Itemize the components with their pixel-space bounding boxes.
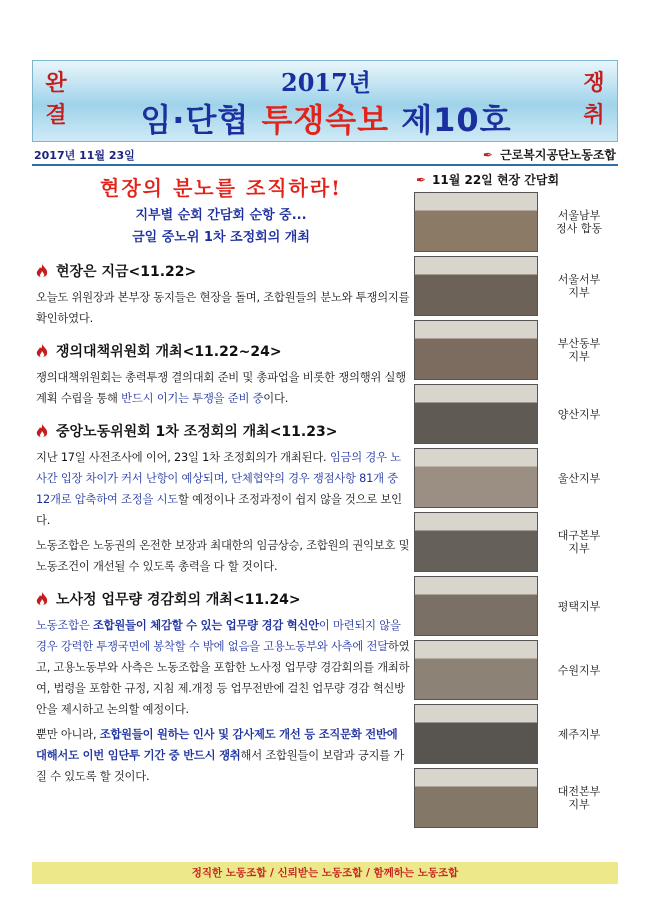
meeting-photo — [414, 384, 538, 444]
text-run: 할 예정이나 조정과정이 쉽지 않을 것으로 보인다. — [36, 493, 402, 527]
pen-icon: ✒ — [482, 148, 493, 162]
photo-label: 서울남부 정사 합동 — [555, 209, 602, 235]
headline: 현장의 분노를 조직하라! — [100, 176, 342, 200]
photo-label: 대전본부 지부 — [557, 785, 601, 811]
side-char: 쟁 — [583, 70, 605, 96]
text-run: 조합원들이 원하는 인사 및 감사제도 개선 등 조직문화 전반에 대해서도 이번 임단투 기간 중 반드시 쟁취 — [36, 728, 398, 762]
article-section — [32, 341, 410, 409]
banner-title — [33, 95, 619, 141]
photo-row — [414, 768, 618, 830]
paragraph — [32, 367, 410, 409]
section-title-text: 노사정 업무량 경감회의 개최<11.24> — [56, 592, 301, 608]
paragraph — [32, 724, 410, 787]
photo-list — [414, 192, 618, 830]
issue-date: 2017년 11월 23일 — [34, 149, 135, 162]
text-run: 반드시 이기는 투쟁을 준비 중 — [121, 392, 264, 405]
meeting-photo — [414, 576, 538, 636]
subhead-line: 금일 중노위 1차 조정회의 개최 — [132, 230, 310, 245]
side-char: 완 — [45, 70, 67, 96]
side-slogan-right — [577, 67, 611, 131]
header-banner — [32, 60, 618, 142]
section-title-text: 중앙노동위원회 1차 조정회의 개최<11.23> — [56, 424, 338, 440]
photo-label: 울산지부 — [557, 471, 601, 485]
text-run: 해서 조합원들이 보람과 긍지를 가질 수 있도록 할 것이다. — [36, 749, 405, 783]
main-column — [32, 172, 410, 787]
text-run: 뿐만 아니라, — [36, 728, 100, 741]
paragraph — [32, 287, 410, 329]
text-run: 노동조합은 노동권의 온전한 보장과 최대한의 임금상승, 조합원의 권익보호 및 노동조건이 개선될 수 있도록 총력을 다 할 것이다. — [36, 539, 410, 573]
photo-label: 제주지부 — [557, 727, 601, 741]
meeting-photo — [414, 192, 538, 252]
text-run: 오늘도 위원장과 본부장 동지들은 현장을 돌며, 조합원들의 분노와 투쟁의지를 확인하였다. — [36, 291, 410, 325]
flame-icon — [34, 591, 50, 607]
dateline — [32, 144, 618, 166]
flame-icon — [34, 263, 50, 279]
text-run: 노동조합은 — [36, 619, 93, 632]
title-part-a: 임·단협 — [140, 101, 250, 139]
title-part-c: 제10호 — [401, 101, 512, 139]
text-run: 하였고, 고용노동부와 사측은 노동조합을 포함한 노사정 업무량 경감회의를 개최하여, 법령을 포함한 규정, 지침 제.개정 등 업무전반에 걸친 업무량 경감 혁신방안을 제시하고 논의할 예정이다. — [36, 640, 410, 716]
meeting-photo — [414, 256, 538, 316]
paragraph — [32, 615, 410, 720]
side-char: 취 — [583, 102, 605, 128]
photo-label: 수원지부 — [557, 663, 601, 677]
newsletter-page — [32, 60, 618, 886]
meeting-photo — [414, 704, 538, 764]
meeting-photo — [414, 448, 538, 508]
photo-row — [414, 256, 618, 318]
pen-icon: ✒ — [416, 173, 427, 187]
meeting-photo — [414, 512, 538, 572]
text-run: 이 마련되지 않을 경우 강력한 투쟁국면에 봉착할 수 밖에 없음을 고용노동부와 사측에 전달 — [36, 619, 401, 653]
paragraph — [32, 535, 410, 577]
photo-column-header — [414, 170, 618, 190]
photo-row — [414, 448, 618, 510]
article-sections — [32, 261, 410, 787]
photo-row — [414, 192, 618, 254]
photo-row — [414, 512, 618, 574]
text-run: 조합원들이 체감할 수 있는 업무량 경감 혁신안 — [92, 619, 319, 632]
title-part-b: 투쟁속보 — [261, 101, 390, 139]
photo-label: 양산지부 — [557, 407, 601, 421]
text-run: 쟁의대책위원회는 총력투쟁 결의대회 준비 및 총파업을 비롯한 쟁의행위 실행계획 수립을 통해 — [36, 371, 406, 405]
subheadline — [32, 205, 410, 249]
photo-row — [414, 384, 618, 446]
photo-row — [414, 640, 618, 702]
section-title-text: 쟁의대책위원회 개최<11.22~24> — [56, 344, 282, 360]
photo-row — [414, 320, 618, 382]
side-char: 결 — [45, 102, 67, 128]
photo-label: 부산동부 지부 — [557, 337, 601, 363]
text-run: 지난 17일 사전조사에 이어, 23일 1차 조정회의가 개최된다. — [36, 451, 330, 464]
photo-label: 서울서부 지부 — [557, 273, 601, 299]
flame-icon — [34, 343, 50, 359]
article-section — [32, 589, 410, 787]
subhead-line: 지부별 순회 간담회 순항 중... — [135, 208, 307, 223]
photo-column-title: 11월 22일 현장 간담회 — [432, 173, 560, 187]
section-title — [32, 421, 410, 443]
text-run: 이다. — [263, 392, 289, 405]
photo-label: 대구본부 지부 — [557, 529, 601, 555]
organization-name: 근로복지공단노동조합 — [500, 148, 616, 162]
meeting-photo — [414, 768, 538, 828]
section-title-text: 현장은 지금<11.22> — [56, 264, 197, 280]
photo-label: 평택지부 — [557, 599, 601, 613]
banner-year: 2017년 — [281, 68, 371, 97]
section-title — [32, 589, 410, 611]
photo-row — [414, 704, 618, 766]
organization — [483, 146, 616, 163]
meeting-photo — [414, 640, 538, 700]
section-title — [32, 341, 410, 363]
paragraph — [32, 447, 410, 531]
footer-slogan: 정직한 노동조합 / 신뢰받는 노동조합 / 함께하는 노동조합 — [32, 862, 618, 884]
article-section — [32, 421, 410, 577]
article-section — [32, 261, 410, 329]
meeting-photo — [414, 320, 538, 380]
flame-icon — [34, 423, 50, 439]
photo-row — [414, 576, 618, 638]
text-run: 임금의 경우 노사간 입장 차이가 커서 난항이 예상되며, 단체협약의 경우 쟁점사항 81개 중 12개로 압축하여 조정을 시도 — [36, 451, 401, 506]
section-title — [32, 261, 410, 283]
photo-column — [414, 170, 618, 830]
